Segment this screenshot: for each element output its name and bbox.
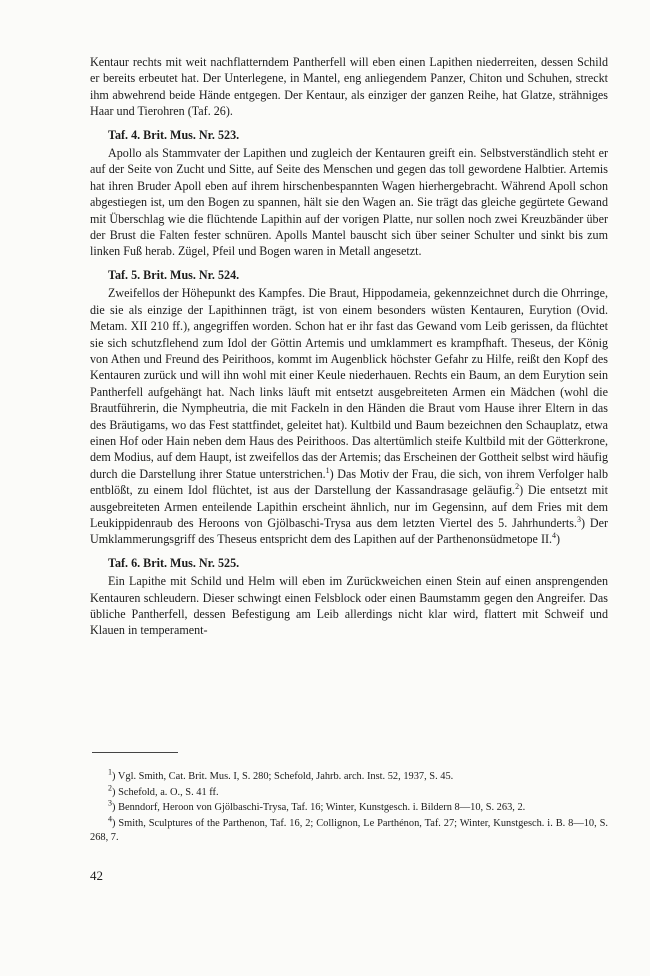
footnote-mark: 3 xyxy=(108,798,112,808)
paragraph-continuation: Kentaur rechts mit weit nachflatterndem Pantherfell will eben einen Lapithen niederreiten, dessen Schild er bereits erbeutet hat. Der Unterlegene, in Mantel, eng anliegendem Panzer, Chiton und Schuhen, streckt ihm abwehrend beide Hände entgegen. Der Kentaur, als einziger der ganzen Reihe, hat Glatze, strähniges Haar und Tierohren (Taf. 26). xyxy=(90,55,608,119)
paragraph-taf4: Apollo als Stammvater der Lapithen und zugleich der Kentauren greift ein. Selbstverständlich steht er auf der Seite von Zucht und Sitte, auf Seite des Menschen und gegen das toll gewordene Halbtier. Artemis hat ihren Bruder Apoll eben auf ihrem hirschenbespannten Wagen hierhergebracht. Während Apoll schon abgestiegen ist, um den Bogen zu spannen, hält sie den Wagen an. Sie trägt das gleiche gegürtete Gewand mit Überschlag wie die flüchtende Lapithin auf der vorigen Platte, nur sollen noch zwei Kreuzbänder über der Brust die Falten fester schnüren. Apolls Mantel bauscht sich über seiner Schulter und sinkt bis zum linken Fuß herab. Zügel, Pfeil und Bogen waren in Metall angesetzt. xyxy=(90,146,608,259)
footnote-divider xyxy=(92,752,178,753)
footnote-text: Benndorf, Heroon von Gjölbaschi-Trysa, Taf. 16; Winter, Kunstgesch. i. Bildern 8—10, S. 263, 2. xyxy=(115,802,526,814)
footnote-ref-4: 4 xyxy=(552,531,557,541)
paragraph-taf5-part4: Der Umklammerungsgriff des Theseus entspricht dem des Lapithen auf der Parthenonsüdmetope II. xyxy=(90,515,608,547)
plate-heading-taf5: Taf. 5. Brit. Mus. Nr. 524. xyxy=(108,267,240,282)
paragraph-taf5-part1: Zweifellos der Höhepunkt des Kampfes. Die Braut, Hippodameia, gekennzeichnet durch die Ohrringe, die sie als einzige der Lapithinnen trägt, ist von einem besonders wüsten Kentauren, Eurytion (Ovid. Metam. XII 210 ff.), angegriffen worden. Schon hat er ihr fast das Gewand vom Leib gerissen, da flüchtet sie sich schutzflehend zum Idol der Göttin Artemis und umklammert es krampfhaft. Theseus, der König von Athen und Freund des Peirithoos, kommt im Augenblick höchster Gefahr zu Hilfe, reißt den Kopf des Kentauren zurück und will ihn wohl mit einer Keule niederhauen. Rechts ein Baum, an dem Eurytion sein Pantherfell aufgehängt hat. Nach links läuft mit entsetzt ausgebreiteten Armen ein Mädchen (wohl die Brautführerin, die Nympheutria, die mit Fackeln in den Händen die Braut vom Hause ihrer Eltern in das des Bräutigams, wo das Fest stattfindet, geleitet hat). Kultbild und Baum bezeichnen den Schauplatz, etwa einen Hof oder Hain neben dem Haus des Peirithoos. Das altertümlich steife Kultbild mit der Götterkrone, dem Modius, auf dem Haupt, ist zweifellos das der Artemis; das Erscheinen der Gottheit selbst wird häufig durch die Darstellung ihrer Statue unterstrichen. xyxy=(90,286,608,481)
paragraph-taf5-part2: Das Motiv der Frau, die sich, von ihrem Verfolger halb entblößt, zu einem Idol flüchtet, ist aus der Darstellung der Kassandrasage geläufig. xyxy=(90,466,608,498)
footnote-2: $^2$) Schefold, a. O., S. 41 ff. xyxy=(108,783,219,798)
page-number: 42 xyxy=(90,868,103,883)
footnote-1: $^1$) Vgl. Smith, Cat. Brit. Mus. I, S. 280; Schefold, Jahrb. arch. Inst. 52, 1937, S. 45. xyxy=(108,767,454,782)
paragraph-taf6: Ein Lapithe mit Schild und Helm will eben im Zurückweichen einen Stein auf einen ansprengenden Kentauren schleudern. Dieser schwingt einen Felsblock oder einen Baumstamm gegen den Angreifer. Das übliche Pantherfell, dessen Befestigung am Leib allerdings nicht klar wird, flattert mit Schweif und Klauen in temperament- xyxy=(90,574,608,638)
footnote-text: Schefold, a. O., S. 41 ff. xyxy=(115,786,219,798)
footnote-mark: 4 xyxy=(108,814,112,824)
main-text xyxy=(90,54,608,639)
paragraph-taf5-part3: Die entsetzt mit ausgebreiteten Armen enteilende Lapithin erscheint ähnlich, nur im Gegensinn, auf dem Fries mit dem Leukippidenraub des Heroons von Gjölbaschi-Trysa aus dem letzten Viertel des 5. Jahrhunderts. xyxy=(90,483,608,530)
footnote-mark: 2 xyxy=(108,783,112,793)
plate-heading-taf4: Taf. 4. Brit. Mus. Nr. 523. xyxy=(108,127,240,142)
footnote-4: $^4$) Smith, Sculptures of the Parthenon, Taf. 16, 2; Collignon, Le Parthénon, Taf. 27; Winter, Kunstgesch. i. B. 8—10, S. 268, 7. xyxy=(90,814,608,844)
footnote-ref-3: 3 xyxy=(576,514,581,524)
footnotes xyxy=(90,767,608,847)
footnote-text: Smith, Sculptures of the Parthenon, Taf. 16, 2; Collignon, Le Parthénon, Taf. 27; Winter, Kunstgesch. i. B. 8—10, S. 268, 7. xyxy=(90,817,608,844)
plate-heading-taf6: Taf. 6. Brit. Mus. Nr. 525. xyxy=(108,555,240,570)
footnote-3: $^3$) Benndorf, Heroon von Gjölbaschi-Trysa, Taf. 16; Winter, Kunstgesch. i. Bildern 8—10, S. 263, 2. xyxy=(108,798,526,814)
footnote-ref-1: 1 xyxy=(325,465,330,475)
footnote-mark: 1 xyxy=(108,767,112,777)
paragraph-taf5: Zweifellos der Höhepunkt des Kampfes. Die Braut, Hippodameia, gekennzeichnet durch die Ohrringe, die sie als einzige der Lapithinnen trägt, ist von einem besonders wüsten Kentauren, Eurytion (Ovid. Metam. XII 210 ff.), angegriffen worden. Schon hat er ihr fast das Gewand vom Leib gerissen, da flüchtet sie sich schutzflehend zum Idol der Göttin Artemis und umklammert es krampfhaft. Theseus, der König von Athen und Freund des Peirithoos, kommt im Augenblick höchster Gefahr zu Hilfe, reißt den Kopf des Kentauren zurück und will ihn wohl mit einer Keule niederhauen. Rechts ein Baum, an dem Eurytion sein Pantherfell aufgehängt hat. Nach links läuft mit entsetzt ausgebreiteten Armen ein Mädchen (wohl die Brautführerin, die Nympheutria, die mit Fackeln in den Händen die Braut vom Hause ihrer Eltern in das des Bräutigams, wo das Fest stattfindet, geleitet hat). Kultbild und Baum bezeichnen den Schauplatz, etwa einen Hof oder Hain neben dem Haus des Peirithoos. Das altertümlich steife Kultbild mit der Götterkrone, dem Modius, auf dem Haupt, ist zweifellos das der Artemis; das Erscheinen der Gottheit selbst wird häufig durch die Darstellung ihrer Statue unterstrichen.$^1$) Das Motiv der Frau, die sich, von ihrem Verfolger halb entblößt, zu einem Idol flüchtet, ist aus der Darstellung der Kassandrasage geläufig.$^2$) Die entsetzt mit ausgebreiteten Armen enteilende Lapithin erscheint ähnlich, nur im Gegensinn, auf dem Fries mit dem Leukippidenraub des Heroons von Gjölbaschi-Trysa aus dem letzten Viertel des 5. Jahrhunderts.$^3$) Der Umklammerungsgriff des Theseus entspricht dem des Lapithen auf der Parthenonsüdmetope II.$^4$) xyxy=(90,286,608,547)
footnote-ref-2: 2 xyxy=(515,482,520,492)
footnote-text: Vgl. Smith, Cat. Brit. Mus. I, S. 280; Schefold, Jahrb. arch. Inst. 52, 1937, S. 45. xyxy=(115,771,454,782)
